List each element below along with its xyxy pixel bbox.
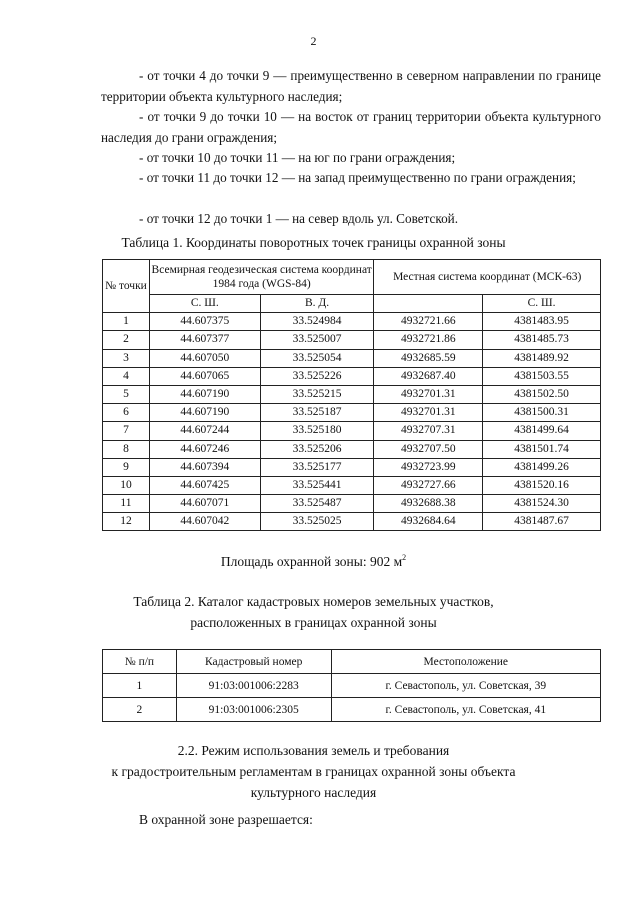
header-msk63: Местная система координат (МСК-63)	[374, 260, 601, 295]
cell-latitude: 44.607425	[149, 476, 260, 494]
cell-msk-x: 4932688.38	[374, 495, 483, 513]
cell-point-number: 1	[103, 313, 150, 331]
table-row	[103, 331, 601, 349]
cell-point-number: 10	[103, 476, 150, 494]
header-location: Местоположение	[331, 650, 600, 674]
table-row	[103, 513, 601, 531]
cell-msk-y: 4381489.92	[483, 349, 601, 367]
cell-row-number: 2	[103, 698, 177, 722]
route-paragraph-2: - от точки 9 до точки 10 — на восток от границ территории объекта культурного наследия до грани ограждения;	[101, 109, 601, 145]
cell-point-number: 5	[103, 385, 150, 403]
cell-msk-y: 4381483.95	[483, 313, 601, 331]
subheader-longitude: В. Д.	[260, 295, 374, 313]
cell-latitude: 44.607190	[149, 385, 260, 403]
cell-point-number: 12	[103, 513, 150, 531]
cadastral-table	[102, 649, 601, 722]
cell-longitude: 33.525187	[260, 404, 374, 422]
cell-msk-y: 4381502.50	[483, 385, 601, 403]
cell-latitude: 44.607377	[149, 331, 260, 349]
table-row	[103, 349, 601, 367]
cell-msk-x: 4932685.59	[374, 349, 483, 367]
table-row	[103, 674, 601, 698]
protected-zone-area	[0, 553, 627, 570]
cell-point-number: 7	[103, 422, 150, 440]
cell-msk-y: 4381503.55	[483, 367, 601, 385]
cell-msk-y: 4381501.74	[483, 440, 601, 458]
cell-longitude: 33.525215	[260, 385, 374, 403]
cell-msk-y: 4381524.30	[483, 495, 601, 513]
cell-latitude: 44.607394	[149, 458, 260, 476]
cell-latitude: 44.607065	[149, 367, 260, 385]
cell-longitude: 33.525180	[260, 422, 374, 440]
section-heading-line2: к градостроительным регламентам в границах охранной зоны объекта	[111, 764, 516, 779]
cell-msk-y: 4381500.31	[483, 404, 601, 422]
section-heading-line3: культурного наследия	[250, 785, 377, 800]
cell-point-number: 11	[103, 495, 150, 513]
cell-longitude: 33.524984	[260, 313, 374, 331]
cell-location: г. Севастополь, ул. Советская, 39	[331, 674, 600, 698]
cell-longitude: 33.525025	[260, 513, 374, 531]
header-point-number: № точки	[103, 260, 150, 313]
table-row	[103, 367, 601, 385]
cell-latitude: 44.607071	[149, 495, 260, 513]
cell-msk-x: 4932687.40	[374, 367, 483, 385]
table-row	[103, 476, 601, 494]
table-row	[103, 495, 601, 513]
cell-longitude: 33.525007	[260, 331, 374, 349]
table2-caption-line1: Таблица 2. Каталог кадастровых номеров земельных участков,	[133, 594, 494, 609]
cell-latitude: 44.607244	[149, 422, 260, 440]
table-row	[103, 404, 601, 422]
cell-longitude: 33.525177	[260, 458, 374, 476]
coordinates-table	[102, 259, 601, 531]
cell-msk-x: 4932721.86	[374, 331, 483, 349]
route-paragraph-4: - от точки 11 до точки 12 — на запад преимущественно по грани ограждения;	[139, 170, 576, 185]
subheader-msk-y: С. Ш.	[483, 295, 601, 313]
section-heading-line1: 2.2. Режим использования земель и требования	[177, 743, 450, 758]
subheader-msk-x	[374, 295, 483, 313]
cell-msk-x: 4932707.50	[374, 440, 483, 458]
cell-point-number: 9	[103, 458, 150, 476]
cell-cadastral-number: 91:03:001006:2305	[176, 698, 331, 722]
header-wgs84: Всемирная геодезическая система координат 1984 года (WGS-84)	[149, 260, 374, 295]
cell-msk-x: 4932721.66	[374, 313, 483, 331]
cell-latitude: 44.607050	[149, 349, 260, 367]
cell-longitude: 33.525206	[260, 440, 374, 458]
area-label: Площадь охранной зоны: 902 м	[220, 554, 403, 569]
cell-longitude: 33.525487	[260, 495, 374, 513]
cell-longitude: 33.525054	[260, 349, 374, 367]
subheader-latitude: С. Ш.	[149, 295, 260, 313]
cell-msk-x: 4932727.66	[374, 476, 483, 494]
cell-msk-y: 4381520.16	[483, 476, 601, 494]
cell-row-number: 1	[103, 674, 177, 698]
table-row	[103, 385, 601, 403]
table2-caption-line2: расположенных в границах охранной зоны	[190, 615, 437, 630]
cell-location: г. Севастополь, ул. Советская, 41	[331, 698, 600, 722]
area-unit-superscript: 2	[402, 553, 407, 562]
table-row	[103, 458, 601, 476]
route-paragraph-1: - от точки 4 до точки 9 — преимущественно в северном направлении по границе территории объекта культурного наследия;	[101, 68, 601, 104]
cell-point-number: 6	[103, 404, 150, 422]
cell-msk-y: 4381499.26	[483, 458, 601, 476]
table-row	[103, 440, 601, 458]
table-row	[103, 422, 601, 440]
cell-msk-y: 4381485.73	[483, 331, 601, 349]
cell-msk-y: 4381499.64	[483, 422, 601, 440]
cell-msk-x: 4932707.31	[374, 422, 483, 440]
header-row-number: № п/п	[103, 650, 177, 674]
table1-caption: Таблица 1. Координаты поворотных точек границы охранной зоны	[121, 235, 506, 250]
route-paragraph-5: - от точки 12 до точки 1 — на север вдоль ул. Советской.	[139, 211, 459, 226]
cell-msk-x: 4932701.31	[374, 404, 483, 422]
cell-msk-x: 4932723.99	[374, 458, 483, 476]
allowed-intro: В охранной зоне разрешается:	[139, 812, 313, 827]
header-cadastral-number: Кадастровый номер	[176, 650, 331, 674]
table-row	[103, 698, 601, 722]
cell-latitude: 44.607190	[149, 404, 260, 422]
cell-msk-y: 4381487.67	[483, 513, 601, 531]
cell-point-number: 2	[103, 331, 150, 349]
cell-latitude: 44.607375	[149, 313, 260, 331]
page-number: 2	[310, 34, 317, 48]
cell-point-number: 8	[103, 440, 150, 458]
table-row	[103, 313, 601, 331]
cell-latitude: 44.607246	[149, 440, 260, 458]
cell-longitude: 33.525226	[260, 367, 374, 385]
cell-cadastral-number: 91:03:001006:2283	[176, 674, 331, 698]
cell-point-number: 3	[103, 349, 150, 367]
cell-longitude: 33.525441	[260, 476, 374, 494]
cell-point-number: 4	[103, 367, 150, 385]
route-paragraph-3: - от точки 10 до точки 11 — на юг по грани ограждения;	[139, 150, 456, 165]
cell-msk-x: 4932701.31	[374, 385, 483, 403]
cell-latitude: 44.607042	[149, 513, 260, 531]
section-heading	[0, 740, 627, 803]
cell-msk-x: 4932684.64	[374, 513, 483, 531]
